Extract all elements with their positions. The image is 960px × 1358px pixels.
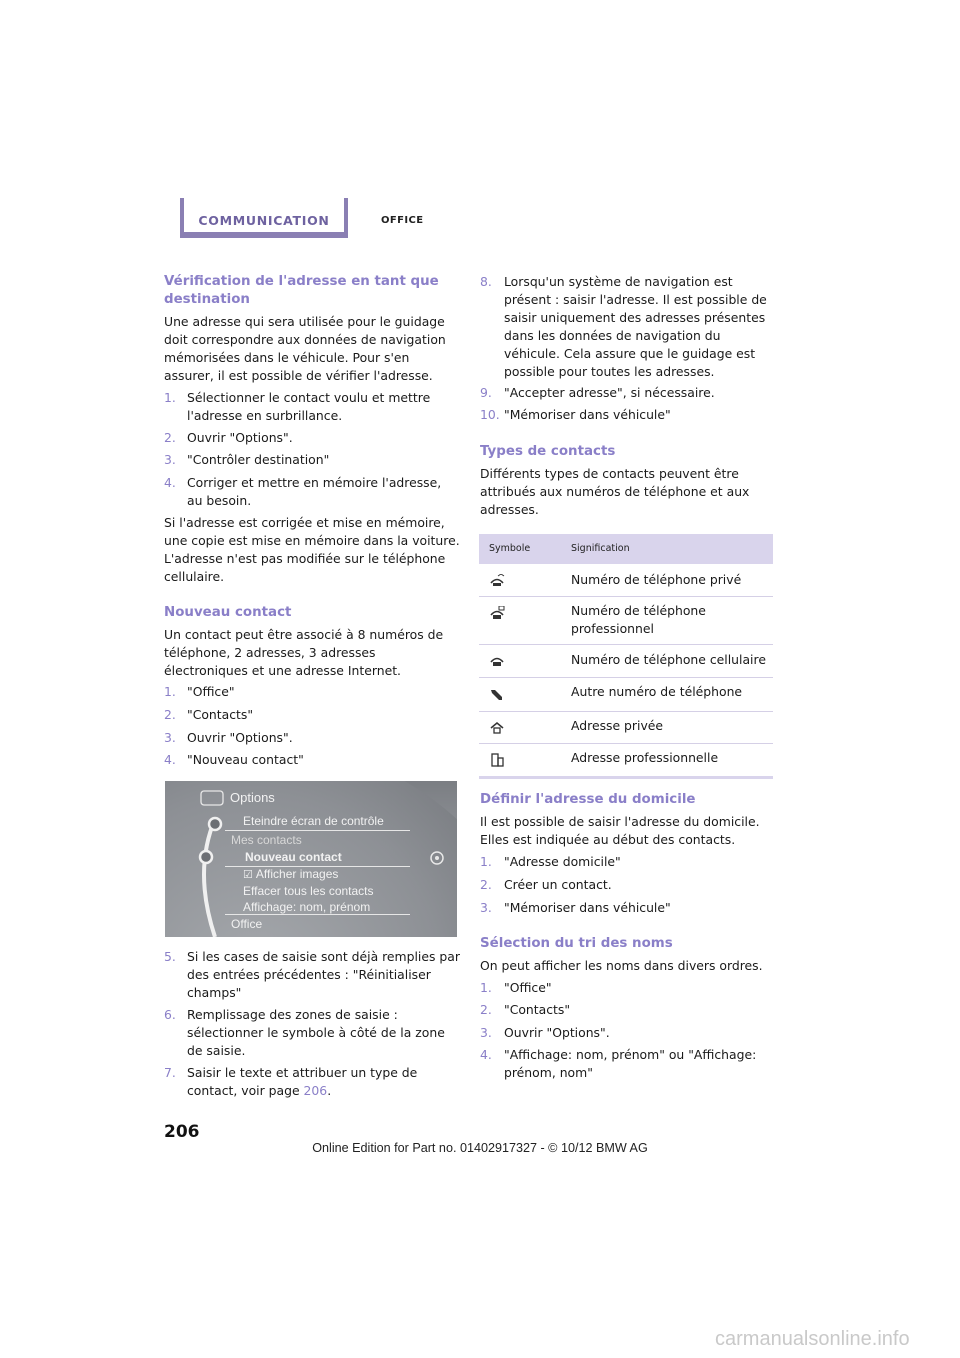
list-item: 8. Lorsqu'un système de navigation est présent : saisir l'adresse. Il est possible de saisir uniquement des adresses présentes dans les données de navigation du véhicule. Cela assure que le guidage est possible pour toutes les adresses. <box>480 274 767 379</box>
menu-title: Options <box>230 790 275 805</box>
home-address-intro: Il est possible de saisir l'adresse du domicile. Elles est indiquée au début des contacts. <box>480 814 760 847</box>
table-row <box>479 564 773 597</box>
page-number: 206 <box>164 1122 200 1142</box>
table-cell: Numéro de téléphone cellulaire <box>571 652 766 667</box>
column-header: Symbole <box>489 543 531 554</box>
table-row <box>479 711 773 744</box>
menu-item-selected: Nouveau contact <box>245 850 342 864</box>
phone-other-icon <box>489 687 505 701</box>
phone-private-icon <box>489 574 505 588</box>
table-row <box>479 596 773 645</box>
menu-footer: Office <box>231 917 263 931</box>
table-row <box>479 677 773 712</box>
list-item: 2. "Contacts" <box>164 707 254 722</box>
table-cell: Autre numéro de téléphone <box>571 684 743 699</box>
list-item: 1. Sélectionner le contact voulu et mettre l'adresse en surbrillance. <box>164 390 431 423</box>
list-item: 2. Ouvrir "Options". <box>164 430 293 445</box>
watermark: carmanualsonline.info <box>715 1328 910 1350</box>
list-item: 5. Si les cases de saisie sont déjà remplies par des entrées précédentes : "Réinitialiser champs" <box>164 949 460 1000</box>
list-item: 1. "Office" <box>480 980 552 995</box>
chapter-tab <box>180 198 348 238</box>
phone-cellular-icon <box>489 654 505 668</box>
verify-intro: Une adresse qui sera utilisée pour le guidage doit correspondre aux données de navigation mémorisées dans le véhicule. Pour s'en assurer, il est possible de vérifier l'adresse. <box>164 314 446 383</box>
chapter-label: COMMUNICATION <box>198 213 330 228</box>
list-item: 2. "Contacts" <box>480 1002 571 1017</box>
table-cell: Adresse professionnelle <box>571 750 719 765</box>
list-item: 4. "Nouveau contact" <box>164 752 304 767</box>
verify-outro: Si l'adresse est corrigée et mise en mémoire, une copie est mise en mémoire dans la voiture. L'adresse n'est pas modifiée sur le téléphone cellulaire. <box>164 515 460 584</box>
list-item: 7. Saisir le texte et attribuer un type de contact, voir page 206. <box>164 1065 418 1098</box>
list-item: 4. "Affichage: nom, prénom" ou "Affichage: prénom, nom" <box>480 1047 757 1080</box>
table-row <box>479 743 773 775</box>
section-title-verify: Vérification de l'adresse en tant que destination <box>164 274 439 307</box>
list-item: 9. "Accepter adresse", si nécessaire. <box>480 385 715 400</box>
list-item: 10. "Mémoriser dans véhicule" <box>480 407 671 422</box>
edition-footer: Online Edition for Part no. 01402917327 - © 10/12 BMW AG <box>312 1141 648 1155</box>
checkbox-icon: ☑ <box>243 869 256 881</box>
table-cell: Adresse privée <box>571 718 664 733</box>
menu-item: Affichage: nom, prénom <box>243 900 371 914</box>
column-header: Signification <box>571 543 630 554</box>
list-item: 1. "Adresse domicile" <box>480 854 621 869</box>
address-business-icon <box>489 753 505 767</box>
options-menu-screenshot <box>165 781 457 937</box>
list-item: 2. Créer un contact. <box>480 877 612 892</box>
contact-types-intro: Différents types de contacts peuvent être attribués aux numéros de téléphone et aux adresses. <box>480 466 750 517</box>
section-title-contact-types: Types de contacts <box>480 444 616 459</box>
section-title-home-address: Définir l'adresse du domicile <box>480 792 696 807</box>
list-item: 4. Corriger et mettre en mémoire l'adresse, au besoin. <box>164 475 442 508</box>
section-title-new-contact: Nouveau contact <box>164 605 292 620</box>
list-item: 6. Remplissage des zones de saisie : sélectionner le symbole à côté de la zone de saisie. <box>164 1007 445 1058</box>
new-contact-intro: Un contact peut être associé à 8 numéros de téléphone, 2 adresses, 3 adresses électroniques et une adresse Internet. <box>164 627 444 678</box>
table-cell: Numéro de téléphone professionnel <box>571 603 706 636</box>
list-item: 3. "Mémoriser dans véhicule" <box>480 900 671 915</box>
phone-business-icon <box>489 606 505 620</box>
menu-item: Effacer tous les contacts <box>243 884 374 898</box>
page-link[interactable]: 206 <box>303 1083 328 1098</box>
list-item: 1. "Office" <box>164 684 235 699</box>
menu-item: Eteindre écran de contrôle <box>243 814 384 828</box>
list-item: 3. Ouvrir "Options". <box>164 730 293 745</box>
address-private-icon <box>489 721 505 735</box>
name-sort-intro: On peut afficher les noms dans divers ordres. <box>480 958 763 973</box>
section-label: OFFICE <box>381 215 424 226</box>
section-title-name-sort: Sélection du tri des noms <box>480 936 673 951</box>
menu-item: Mes contacts <box>231 833 302 847</box>
table-cell: Numéro de téléphone privé <box>571 572 742 587</box>
list-item: 3. Ouvrir "Options". <box>480 1025 610 1040</box>
table-row <box>479 644 773 678</box>
menu-item: ☑ Afficher images <box>243 867 339 881</box>
list-item: 3. "Contrôler destination" <box>164 452 330 467</box>
table-header <box>479 534 773 564</box>
